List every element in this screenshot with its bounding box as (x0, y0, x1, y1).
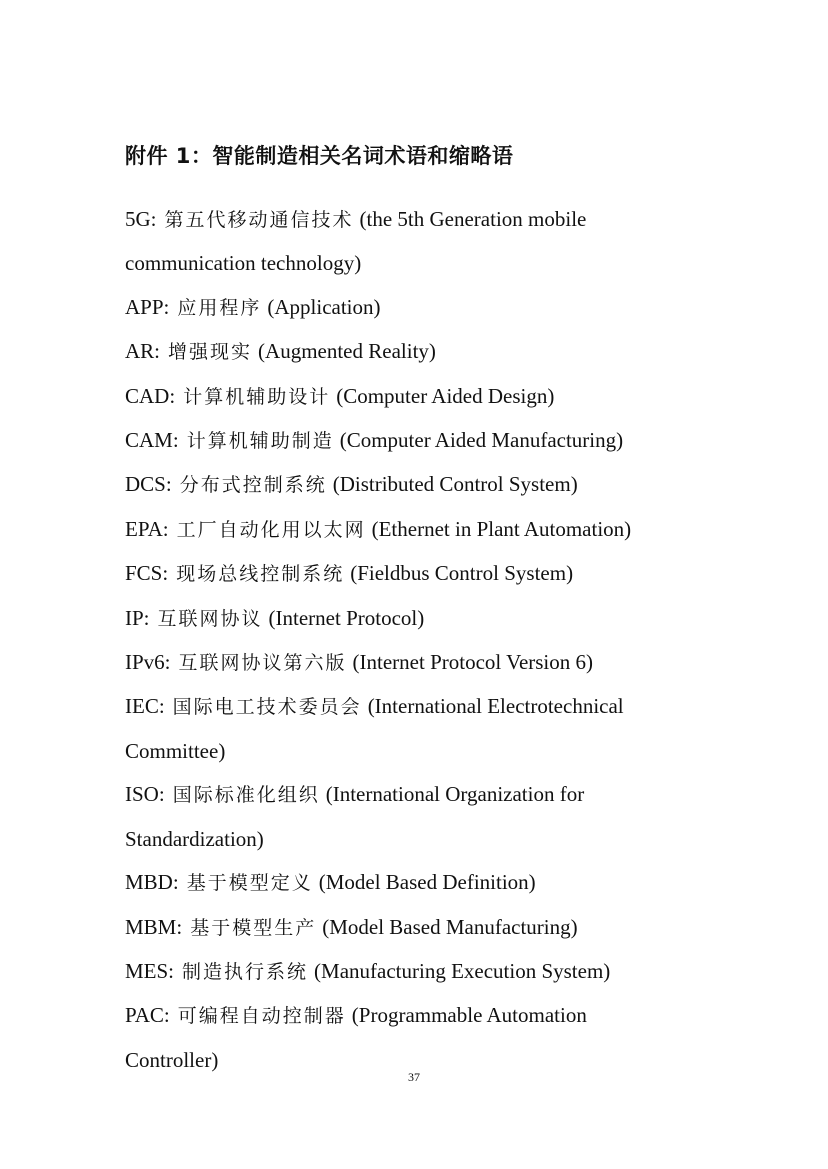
abbreviation: IP: (125, 605, 150, 630)
glossary-entry (125, 463, 685, 507)
english-term: (Computer Aided Design) (336, 383, 555, 408)
abbreviation: CAM: (125, 428, 179, 453)
english-term: (Internet Protocol Version 6) (352, 650, 594, 675)
chinese-term: 第五代移动通信技术 (164, 209, 354, 231)
chinese-term: 基于模型定义 (186, 872, 313, 895)
english-term: (Ethernet in Plant Automation) (371, 516, 632, 541)
abbreviation: DCS: (125, 472, 172, 497)
page-title: 附件 1：智能制造相关名词术语和缩略语 (125, 144, 514, 168)
chinese-term: 可编程自动控制器 (177, 1005, 346, 1028)
abbreviation: MBD: (125, 870, 179, 895)
english-term: (Programmable Automation Controller) (125, 1003, 587, 1072)
glossary-list (125, 198, 685, 1082)
chinese-term: 应用程序 (177, 296, 262, 319)
english-term: (Model Based Definition) (318, 870, 536, 895)
english-term: (Fieldbus Control System) (350, 561, 574, 586)
abbreviation: APP: (125, 294, 170, 319)
english-term: (Augmented Reality) (258, 339, 436, 364)
abbreviation: FCS: (125, 561, 169, 586)
glossary-entry (125, 597, 685, 641)
abbreviation: CAD: (125, 383, 176, 408)
glossary-entry (125, 861, 685, 905)
glossary-entry (125, 508, 685, 552)
glossary-entry (125, 994, 685, 1082)
english-term: (Application) (267, 294, 381, 319)
glossary-entry (125, 419, 685, 463)
chinese-term: 互联网协议 (157, 607, 263, 630)
page-number: 37 (408, 1070, 420, 1084)
english-term: (Model Based Manufacturing) (322, 914, 578, 939)
chinese-term: 制造执行系统 (182, 960, 309, 983)
english-term: (the 5th Generation mobile communication technology) (125, 207, 587, 276)
glossary-entry (125, 330, 685, 374)
english-term: (International Electrotechnical Committee) (125, 694, 624, 763)
chinese-term: 分布式控制系统 (179, 474, 327, 497)
chinese-term: 工厂自动化用以太网 (176, 518, 366, 541)
chinese-term: 现场总线控制系统 (176, 563, 345, 586)
glossary-entry (125, 641, 685, 685)
glossary-entry (125, 198, 685, 286)
glossary-entry (125, 950, 685, 994)
chinese-term: 国际标准化组织 (172, 784, 320, 807)
glossary-entry (125, 286, 685, 330)
english-term: (Internet Protocol) (268, 605, 425, 630)
chinese-term: 增强现实 (168, 341, 253, 364)
abbreviation: PAC: (125, 1003, 170, 1028)
english-term: (Computer Aided Manufacturing) (339, 428, 624, 453)
abbreviation: MES: (125, 958, 175, 983)
chinese-term: 国际电工技术委员会 (172, 696, 362, 719)
english-term: (Distributed Control System) (332, 472, 578, 497)
glossary-entry (125, 906, 685, 950)
abbreviation: IPv6: (125, 650, 171, 675)
chinese-term: 基于模型生产 (190, 916, 317, 939)
glossary-entry (125, 773, 685, 861)
glossary-entry (125, 375, 685, 419)
chinese-term: 计算机辅助制造 (186, 430, 334, 453)
abbreviation: 5G: (125, 207, 157, 231)
english-term: (International Organization for Standardization) (125, 782, 585, 851)
english-term: (Manufacturing Execution System) (314, 958, 611, 983)
abbreviation: IEC: (125, 694, 165, 719)
abbreviation: EPA: (125, 516, 169, 541)
glossary-entry (125, 685, 685, 773)
abbreviation: ISO: (125, 782, 165, 807)
glossary-entry (125, 552, 685, 596)
abbreviation: AR: (125, 339, 161, 364)
abbreviation: MBM: (125, 914, 183, 939)
chinese-term: 互联网协议第六版 (178, 652, 347, 675)
chinese-term: 计算机辅助设计 (183, 385, 331, 408)
